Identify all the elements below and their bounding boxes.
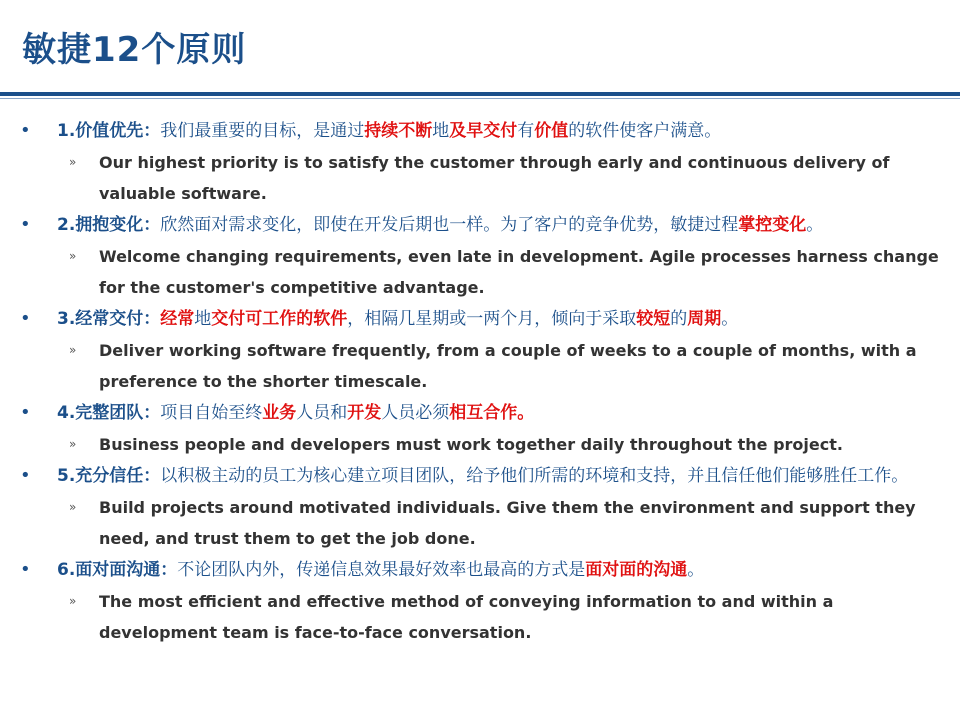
page-title: 敏捷12个原则	[22, 30, 247, 70]
bullet-icon: •	[20, 559, 31, 580]
principle-item	[0, 116, 960, 209]
body-text: 不论团队内外，传递信息效果最好效率也最高的方式是	[177, 560, 586, 580]
body-text: 以积极主动的员工为核心建立项目团队，给予他们所需的环境和支持，并且信任他们能够胜任工作。	[160, 466, 909, 486]
principle-heading: 2.拥抱变化：	[57, 215, 161, 235]
highlight-text: 业务	[262, 403, 297, 423]
highlight-text: 经常	[160, 309, 195, 329]
principle-heading: 5.充分信任：	[57, 466, 161, 486]
principle-item	[0, 210, 960, 303]
sub-bullet-icon: »	[69, 594, 77, 608]
body-text: 。	[806, 215, 824, 235]
body-text: 有	[517, 121, 535, 141]
principle-chinese-text	[57, 398, 946, 429]
principle-chinese-text	[57, 304, 946, 335]
principle-english	[57, 335, 946, 397]
highlight-text: 相互合作。	[449, 403, 535, 423]
principle-english-text: Deliver working software frequently, from a couple of weeks to a couple of months, with a preference to the shorter timescale.	[99, 341, 917, 391]
body-text: 欣然面对需求变化，即使在开发后期也一样。为了客户的竞争优势，敏捷过程	[160, 215, 739, 235]
principle-item	[0, 461, 960, 554]
sub-bullet-icon: »	[69, 155, 77, 169]
body-text: 项目自始至终	[160, 403, 263, 423]
principle-english	[57, 586, 946, 648]
bullet-icon: •	[20, 465, 31, 486]
principle-chinese-text	[57, 116, 946, 147]
highlight-text: 交付可工作的软件	[211, 309, 348, 329]
principle-english	[57, 241, 946, 303]
principle-item	[0, 304, 960, 397]
principle-item	[0, 398, 960, 460]
bullet-icon: •	[20, 402, 31, 423]
principle-heading: 1.价值优先：	[57, 121, 161, 141]
body-text: 的软件使客户满意。	[568, 121, 722, 141]
principle-english-text: The most efficient and effective method of conveying information to and within a development team is face-to-face conversation.	[99, 592, 834, 642]
highlight-text: 较短	[636, 309, 671, 329]
principle-chinese-text	[57, 461, 946, 492]
body-text: 。	[721, 309, 739, 329]
principle-english	[57, 429, 946, 460]
principle-item	[0, 555, 960, 648]
highlight-text: 价值	[534, 121, 569, 141]
body-text: 地	[432, 121, 450, 141]
sub-bullet-icon: »	[69, 249, 77, 263]
principle-chinese-text	[57, 210, 946, 241]
principle-english-text: Build projects around motivated individuals. Give them the environment and support they need, and trust them to get the job done.	[99, 498, 916, 548]
principle-chinese-text	[57, 555, 946, 586]
principle-list	[0, 116, 960, 649]
sub-bullet-icon: »	[69, 500, 77, 514]
body-text: 人员必须	[381, 403, 450, 423]
principle-english	[57, 492, 946, 554]
highlight-text: 面对面的沟通	[585, 560, 688, 580]
highlight-text: 持续不断	[364, 121, 433, 141]
highlight-text: 及早交付	[449, 121, 518, 141]
principle-english-text: Business people and developers must work together daily throughout the project.	[99, 435, 843, 454]
highlight-text: 周期	[687, 309, 722, 329]
title-divider-thin	[0, 98, 960, 99]
body-text: 人员和	[296, 403, 348, 423]
sub-bullet-icon: »	[69, 437, 77, 451]
body-text: 地	[194, 309, 212, 329]
highlight-text: 掌控变化	[738, 215, 807, 235]
body-text: 的	[670, 309, 688, 329]
body-text: ，相隔几星期或一两个月，倾向于采取	[347, 309, 637, 329]
sub-bullet-icon: »	[69, 343, 77, 357]
principle-english-text: Welcome changing requirements, even late in development. Agile processes harness change for the customer's competitive advantage.	[99, 247, 939, 297]
principle-english	[57, 147, 946, 209]
principle-english-text: Our highest priority is to satisfy the customer through early and continuous delivery of valuable software.	[99, 153, 890, 203]
body-text: 我们最重要的目标，是通过	[160, 121, 365, 141]
principle-heading: 4.完整团队：	[57, 403, 161, 423]
highlight-text: 开发	[347, 403, 382, 423]
body-text: 。	[687, 560, 705, 580]
bullet-icon: •	[20, 308, 31, 329]
title-divider	[0, 92, 960, 96]
principle-heading: 3.经常交付：	[57, 309, 161, 329]
bullet-icon: •	[20, 120, 31, 141]
principle-heading: 6.面对面沟通：	[57, 560, 178, 580]
bullet-icon: •	[20, 214, 31, 235]
